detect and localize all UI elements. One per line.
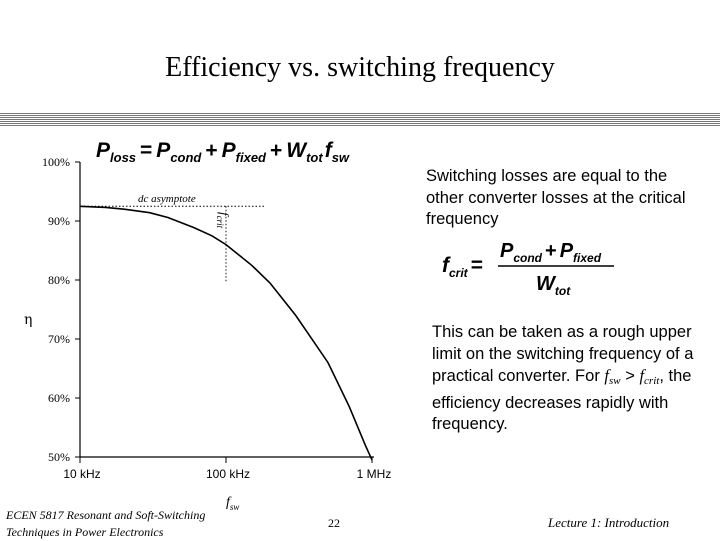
svg-text:Wtot: $W_{tot}$ — [536, 273, 571, 298]
y-tick-label: 60% — [48, 391, 70, 405]
footer-course-line2: Techniques in Power Electronics — [6, 525, 164, 539]
dc-asymptote-label: dc asymptote — [138, 193, 196, 205]
y-tick-label: 80% — [48, 273, 70, 287]
loss-formula: $P_{loss} = P_{cond} + P_{fixed} + W_{tot}f_{sw}$ — [96, 139, 350, 165]
y-tick-label: 50% — [48, 450, 70, 464]
x-ticks — [63, 457, 391, 481]
y-tick-label: 90% — [48, 214, 70, 228]
y-tick-label: 70% — [48, 332, 70, 346]
x-tick-label: 100 kHz — [205, 467, 251, 481]
note-upper-limit: This can be taken as a rough upper limit on the switching frequency of a practical converter. For fsw > fcrit, the efficiency decreases rapidly with frequency. — [432, 323, 694, 433]
footer-course-line1: ECEN 5817 Resonant and Soft-Switching — [6, 508, 206, 522]
footer-course — [6, 507, 221, 541]
x-axis-label: $f_{sw}$ — [226, 495, 240, 512]
y-tick-label: 100% — [42, 155, 70, 169]
x-tick-label: 1 MHz — [356, 467, 392, 481]
efficiency-curve — [80, 206, 372, 460]
critical-frequency-formula — [438, 232, 638, 302]
note-critical-frequency: Switching losses are equal to the other converter losses at the critical frequency — [426, 167, 686, 228]
svg-text:Pcond+Pfixed: $P_{cond} + P_{fixed}$ — [500, 240, 602, 265]
svg-text:fcrit=: $f_{crit}$ = — [442, 254, 483, 280]
y-ticks — [42, 155, 80, 464]
footer-lecture: Lecture 1: Introduction — [548, 515, 670, 530]
y-axis-label: η — [24, 312, 33, 328]
x-tick-label: 10 kHz — [63, 467, 101, 481]
slide-title: Efficiency vs. switching frequency — [165, 52, 555, 83]
critical-frequency-label: $f_{crit}$ — [215, 212, 232, 229]
footer-page-number: 22 — [328, 516, 340, 530]
